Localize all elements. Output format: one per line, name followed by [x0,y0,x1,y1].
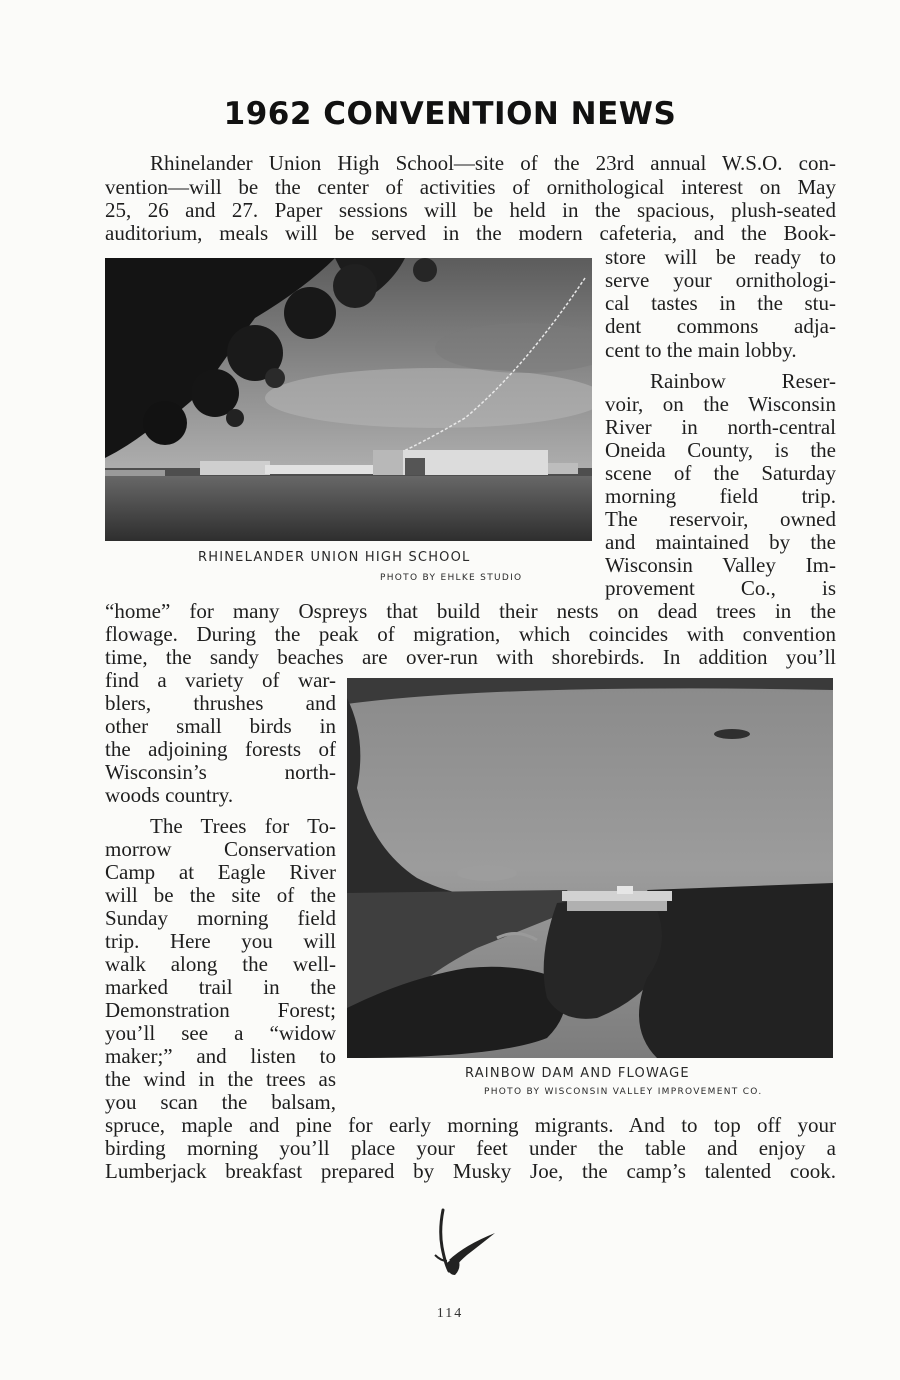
text-line: 25, 26 and 27. Paper sessions will be held in the spacious, plush-seated [105,198,836,222]
photo-caption: RAINBOW DAM AND FLOWAGE [465,1066,690,1081]
text-line: scene of the Saturday [605,461,836,485]
text-line: trip. Here you will [105,929,336,953]
text-line: marked trail in the [105,975,336,999]
text-line: Oneida County, is the [605,438,836,462]
text-line: blers, thrushes and [105,691,336,715]
text-line: River in north-central [605,415,836,439]
text-line: woods country. [105,783,234,807]
text-line: you scan the balsam, [105,1090,336,1114]
text-line: cal tastes in the stu- [605,291,836,315]
text-line: will be the site of the [105,883,336,907]
text-line: other small birds in [105,714,336,738]
text-line: Lumberjack breakfast prepared by Musky Joe, the camp’s talented cook. [105,1159,836,1183]
text-line: Rainbow Reser- [650,369,836,393]
text-line: The Trees for To- [150,814,336,838]
photo-caption: RHINELANDER UNION HIGH SCHOOL [198,550,471,565]
text-line: you’ll see a “widow [105,1021,336,1045]
dam-photo [347,678,833,1058]
text-line: time, the sandy beaches are over-run with shorebirds. In addition you’ll [105,645,836,669]
page-title: 1962 CONVENTION NEWS [223,96,677,132]
text-line: and maintained by the [605,530,836,554]
page-number: 114 [436,1306,464,1321]
text-line: Demonstration Forest; [105,998,336,1022]
text-line: Wisconsin Valley Im- [605,553,836,577]
text-line: the adjoining forests of [105,737,336,761]
text-line: Camp at Eagle River [105,860,336,884]
text-line: Wisconsin’s north- [105,760,336,784]
photo-credit: PHOTO BY EHLKE STUDIO [380,573,523,583]
text-line: “home” for many Ospreys that build their nests on dead trees in the [105,599,836,623]
text-line: morning field trip. [605,484,836,508]
text-line: walk along the well- [105,952,336,976]
text-line: store will be ready to [605,245,836,269]
school-photo [105,258,592,541]
text-line: voir, on the Wisconsin [605,392,836,416]
text-line: flowage. During the peak of migration, which coincides with convention [105,622,836,646]
text-line: birding morning you’ll place your feet under the table and enjoy a [105,1136,836,1160]
text-line: The reservoir, owned [605,507,836,531]
text-line: cent to the main lobby. [605,338,797,362]
text-line: Rhinelander Union High School—site of the 23rd annual W.S.O. con- [150,151,836,175]
photo-credit: PHOTO BY WISCONSIN VALLEY IMPROVEMENT CO. [484,1087,763,1097]
text-line: auditorium, meals will be served in the modern cafeteria, and the Book- [105,221,836,245]
text-line: dent commons adja- [605,314,836,338]
bird-emblem-icon [425,1205,505,1285]
text-line: provement Co., is [605,576,836,600]
text-line: find a variety of war- [105,668,336,692]
text-line: the wind in the trees as [105,1067,336,1091]
text-line: serve your ornithologi- [605,268,836,292]
text-line: spruce, maple and pine for early morning migrants. And to top off your [105,1113,836,1137]
text-line: maker;” and listen to [105,1044,336,1068]
text-line: vention—will be the center of activities of ornithological interest on May [105,175,836,199]
text-line: morrow Conservation [105,837,336,861]
text-line: Sunday morning field [105,906,336,930]
